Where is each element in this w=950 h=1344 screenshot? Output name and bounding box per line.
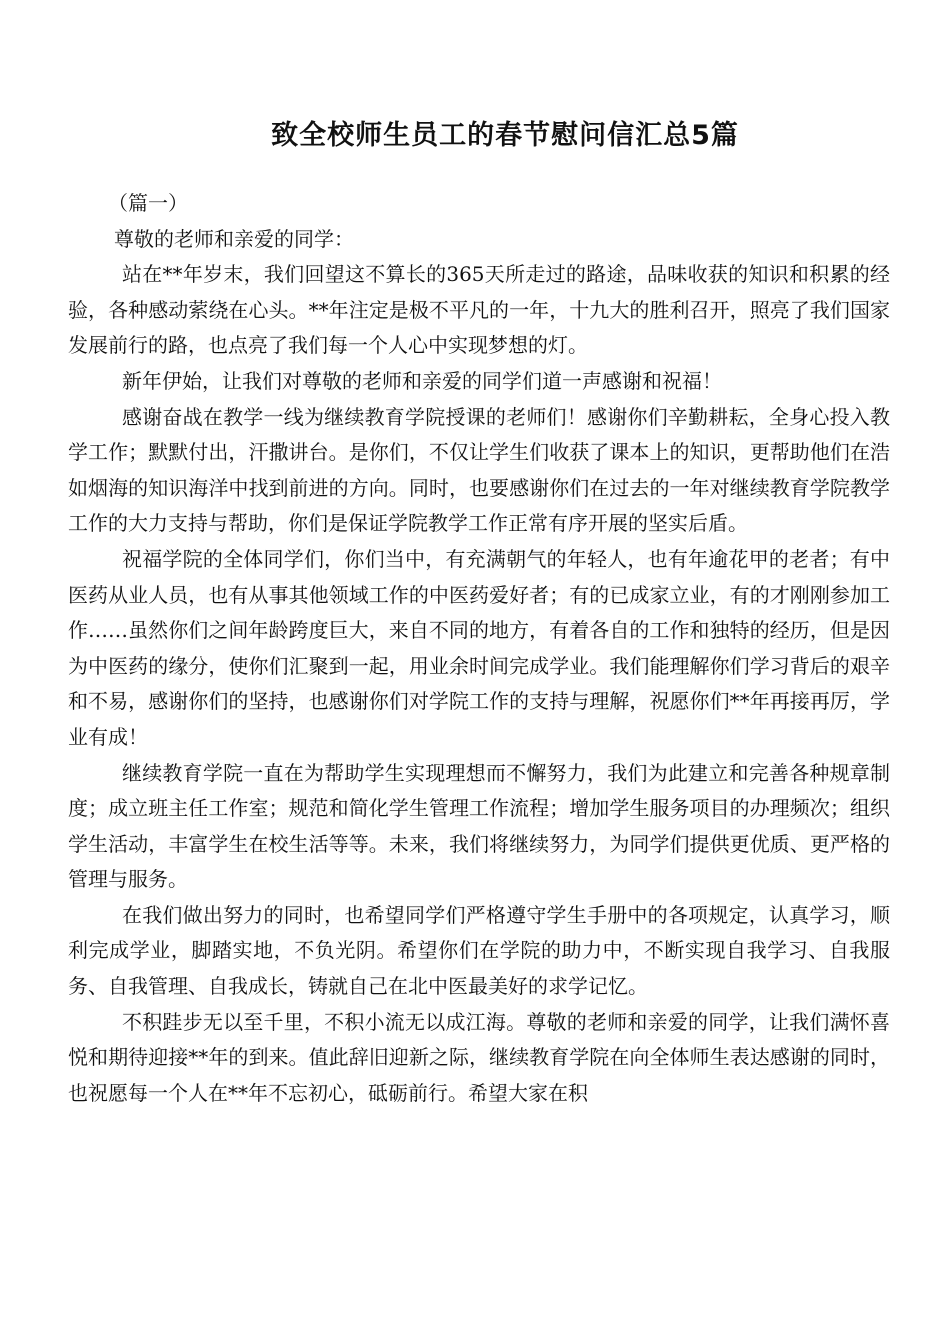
paragraph-6: 在我们做出努力的同时，也希望同学们严格遵守学生手册中的各项规定，认真学习，顺利完成学业，脚踏实地，不负光阴。希望你们在学院的助力中，不断实现自我学习、自我服务、自我管理、自我成长，铸就自己在北中医最美好的求学记忆。	[68, 902, 890, 999]
letter-greeting: 尊敬的老师和亲爱的同学：	[114, 226, 354, 251]
paragraph-2: 新年伊始，让我们对尊敬的老师和亲爱的同学们道一声感谢和祝福！	[122, 368, 722, 393]
section-label: （篇一）	[108, 191, 188, 215]
paragraph-3: 感谢奋战在教学一线为继续教育学院授课的老师们！感谢你们辛勤耕耘，全身心投入教学工作；默默付出，汗撒讲台。是你们，不仅让学生们收获了课本上的知识，更帮助他们在浩如烟海的知识海洋中找到前进的方向。同时，也要感谢你们在过去的一年对继续教育学院教学工作的大力支持与帮助，你们是保证学院教学工作正常有序开展的坚实后盾。	[68, 404, 890, 536]
paragraph-1: 站在**年岁末，我们回望这不算长的365天所走过的路途，品味收获的知识和积累的经验，各种感动萦绕在心头。**年注定是极不平凡的一年，十九大的胜利召开，照亮了我们国家发展前行的路，也点亮了我们每一个人心中实现梦想的灯。	[68, 262, 890, 358]
paragraph-7: 不积跬步无以至千里，不积小流无以成江海。尊敬的老师和亲爱的同学，让我们满怀喜悦和期待迎接**年的到来。值此辞旧迎新之际，继续教育学院在向全体师生表达感谢的同时，也祝愿每一个人在**年不忘初心，砥砺前行。希望大家在积	[68, 1009, 890, 1105]
document-body	[68, 186, 890, 1111]
document-title: 致全校师生员工的春节慰问信汇总5篇	[271, 120, 739, 152]
paragraph-4: 祝福学院的全体同学们，你们当中，有充满朝气的年轻人，也有年逾花甲的老者；有中医药从业人员，也有从事其他领域工作的中医药爱好者；有的已成家立业，有的才刚刚参加工作……虽然你们之间年龄跨度巨大，来自不同的地方，有着各自的工作和独特的经历，但是因为中医药的缘分，使你们汇聚到一起，用业余时间完成学业。我们能理解你们学习背后的艰辛和不易，感谢你们的坚持，也感谢你们对学院工作的支持与理解，祝愿你们**年再接再厉，学业有成！	[68, 546, 890, 749]
paragraph-5: 继续教育学院一直在为帮助学生实现理想而不懈努力，我们为此建立和完善各种规章制度；成立班主任工作室；规范和简化学生管理工作流程；增加学生服务项目的办理频次；组织学生活动，丰富学生在校生活等等。未来，我们将继续努力，为同学们提供更优质、更严格的管理与服务。	[68, 760, 890, 892]
